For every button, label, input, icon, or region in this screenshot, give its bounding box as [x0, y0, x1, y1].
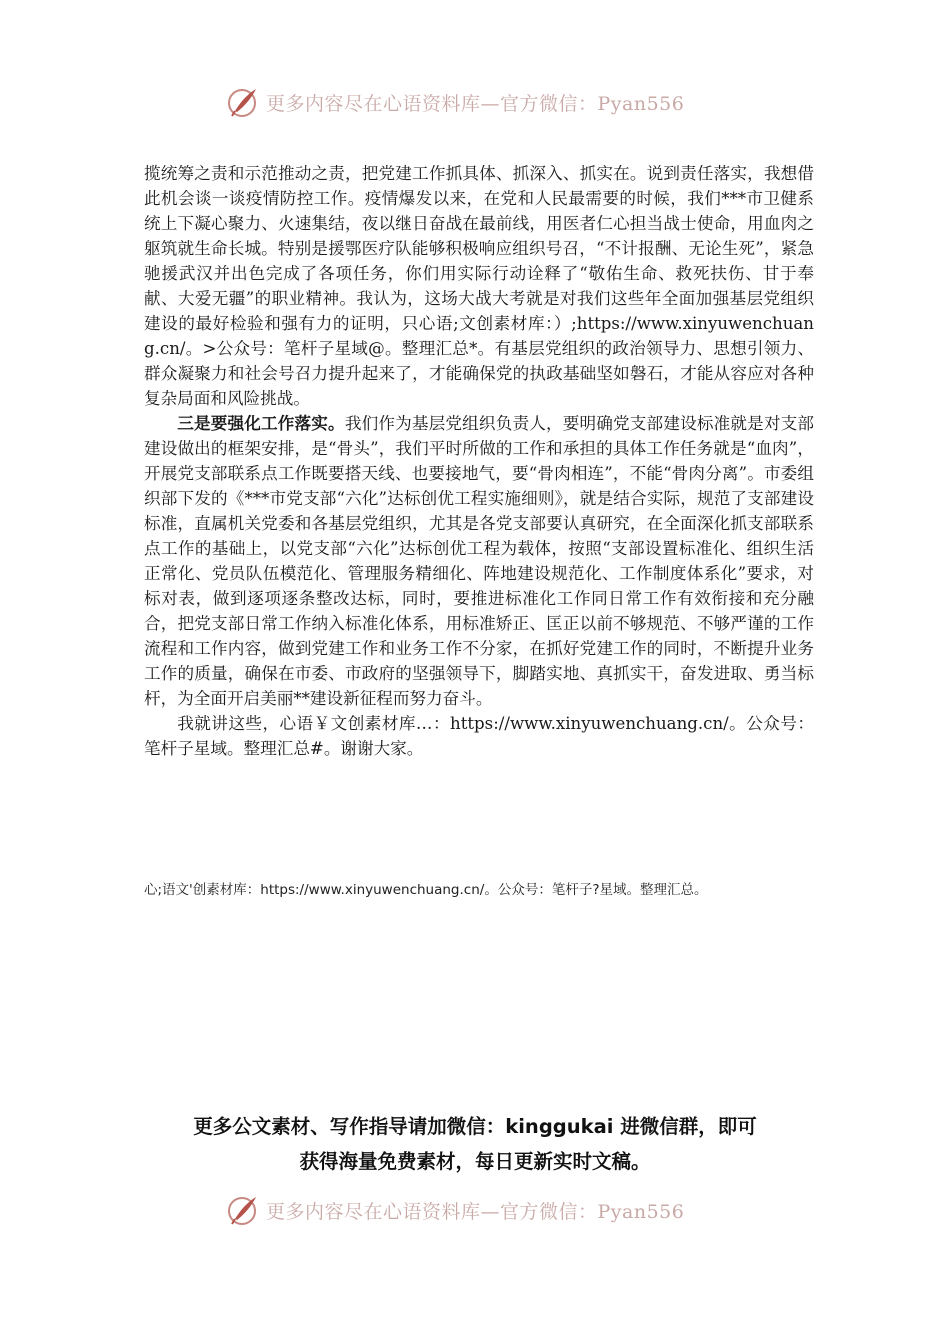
paragraph-3-text: 我就讲这些，心语￥文创素材库…：https://www.xinyuwenchuang.cn/。公众号：笔杆子星域。整理汇总#。谢谢大家。	[144, 714, 814, 758]
paragraph-2-text: 我们作为基层党组织负责人，要明确党支部建设标准就是对支部建设做出的框架安排，是“骨头”，我们平时所做的工作和承担的具体工作任务就是“血肉”，开展党支部联系点工作既要搭天线、也要接地气，要“骨肉相连”，不能“骨肉分离”。市委组织部下发的《***市党支部“六化”达标创优工程实施细则》，就是结合实际，规范了支部建设标准，直属机关党委和各基层党组织，尤其是各党支部要认真研究，在全面深化抓支部联系点工作的基础上，以党支部“六化”达标创优工程为载体，按照“支部设置标准化、组织生活正常化、党员队伍模范化、管理服务精细化、阵地建设规范化、工作制度体系化”要求，对标对表，做到逐项逐条整改达标，同时，要推进标准化工作同日常工作有效衔接和充分融合，把党支部日常工作纳入标准化体系，用标准矫正、匡正以前不够规范、不够严谨的工作流程和工作内容，做到党建工作和业务工作不分家，在抓好党建工作的同时，不断提升业务工作的质量，确保在市委、市政府的坚强领导下，脚踏实地、真抓实干，奋发进取、勇当标杆，为全面开启美丽**建设新征程而努力奋斗。	[144, 414, 815, 708]
paragraph-2-lead: 三是要强化工作落实。	[177, 413, 345, 433]
header-banner-text: 更多内容尽在心语资料库—官方微信：Pyan556	[266, 92, 685, 115]
paragraph-1	[144, 161, 814, 411]
feather-pen-logo-icon	[226, 85, 260, 119]
paragraph-2	[144, 411, 814, 711]
paragraph-1-text: 揽统筹之责和示范推动之责，把党建工作抓具体、抓深入、抓实在。说到责任落实，我想借此机会谈一谈疫情防控工作。疫情爆发以来，在党和人民最需要的时候，我们***市卫健系统上下凝心聚力、火速集结，夜以继日奋战在最前线，用医者仁心担当战士使命，用血肉之躯筑就生命长城。特别是援鄂医疗队能够积极响应组织号召，“不计报酬、无论生死”，紧急驰援武汉并出色完成了各项任务，你们用实际行动诠释了“敬佑生命、救死扶伤、甘于奉献、大爱无疆”的职业精神。我认为，这场大战大考就是对我们这些年全面加强基层党组织建设的最好检验和强有力的证明，只心语;文创素材库：）;https://www.xinyuwenchuang.cn/。>公众号：笔杆子星域@。整理汇总*。有基层党组织的政治领导力、思想引领力、群众凝聚力和社会号召力提升起来了，才能确保党的执政基础坚如磐石，才能从容应对各种复杂局面和风险挑战。	[144, 164, 814, 408]
paragraph-3	[144, 711, 814, 761]
promo-line-1: 更多公文素材、写作指导请加微信：kinggukai 进微信群，即可	[193, 1115, 757, 1138]
feather-pen-logo-icon	[226, 1193, 260, 1227]
header-banner	[226, 82, 684, 122]
document-body	[144, 161, 814, 761]
source-footnote: 心;语文'创素材库：https://www.xinyuwenchuang.cn/。公众号：笔杆子?星域。整理汇总。	[144, 882, 708, 898]
promo-line-2: 获得海量免费素材，每日更新实时文稿。	[299, 1150, 651, 1173]
footer-banner-text: 更多内容尽在心语资料库—官方微信：Pyan556	[266, 1200, 685, 1223]
footer-banner	[226, 1190, 684, 1230]
promo-notice	[100, 1109, 850, 1179]
